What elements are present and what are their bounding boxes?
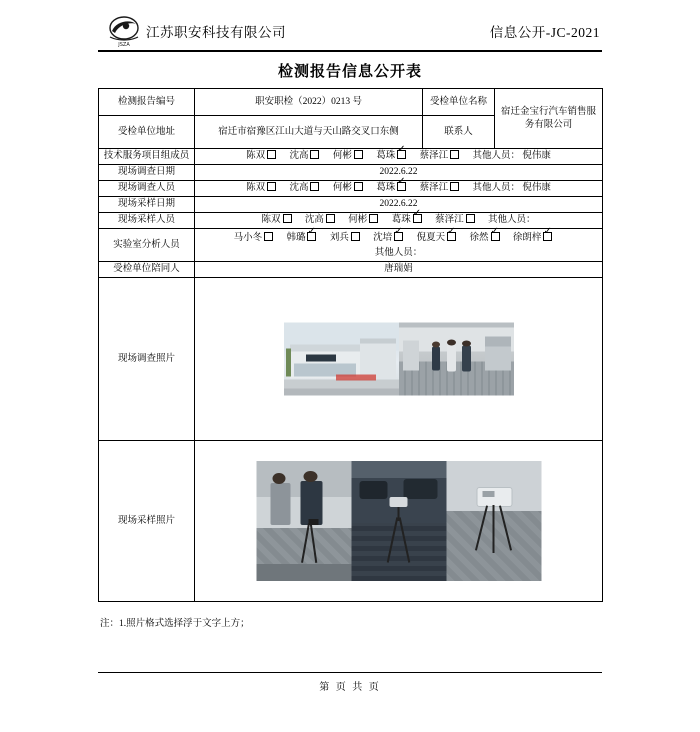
lab-liu-bing[interactable] [330,232,360,245]
survey-date-value: 2022.6.22 [195,165,603,181]
address-value: 宿迁市宿豫区江山大道与天山路交叉口东侧 [195,116,423,149]
checkbox[interactable] [267,150,276,159]
svg-text:JSZA: JSZA [118,42,130,47]
member-shen-gao[interactable] [289,150,319,163]
member-name: 韩璐 [286,232,306,243]
checkbox[interactable] [394,232,403,241]
member-name: 陈双 [246,151,266,162]
sampling-date-value: 2022.6.22 [195,197,603,213]
report-no-label: 检测报告编号 [99,89,195,116]
survey-shen-gao[interactable] [289,182,319,195]
table-row [99,89,603,116]
checkbox[interactable] [267,182,276,191]
footer-divider [98,672,602,673]
member-name: 倪夏天 [416,232,446,243]
table-row [99,149,603,165]
sampling-he-bin[interactable] [348,214,378,227]
checkbox[interactable] [466,214,475,223]
checkbox[interactable] [447,232,456,241]
sampling-photo-label: 现场采样照片 [99,441,195,602]
header-divider [98,50,602,52]
table-row [99,197,603,213]
photo-sampler-closeup [446,461,541,581]
checkbox[interactable] [413,214,422,223]
photo-4s-store-exterior [284,323,399,396]
survey-chen-shuang[interactable] [246,182,276,195]
lab-ma-xiaodong[interactable] [234,232,274,245]
report-no-value: 职安职检（2022）0213 号 [195,89,423,116]
member-name: 沈高 [304,215,324,226]
survey-other-value: 倪伟康 [522,183,551,194]
lab-other-label: 其他人员： [374,247,423,258]
checkbox[interactable] [354,182,363,191]
team-members-label: 技术服务项目组成员 [99,149,195,165]
page-title: 检测报告信息公开表 [277,64,422,80]
member-name: 刘兵 [329,232,349,243]
company-logo-icon [104,15,144,47]
table-row [99,262,603,278]
client-name-label: 受检单位名称 [423,89,495,116]
sampling-ge-zhu[interactable] [392,214,422,227]
sampling-staff-label: 现场采样人员 [99,213,195,229]
member-name: 葛珠 [376,183,396,194]
company-name: 江苏职安科技有限公司 [146,25,286,40]
footer-note: 注：1.照片格式选择浮于文字上方； [100,619,250,629]
member-name: 沈高 [289,183,309,194]
survey-photo-strip [284,323,514,396]
checkbox[interactable] [310,150,319,159]
survey-staff-label: 现场调查人员 [99,181,195,197]
member-name: 陈双 [246,183,266,194]
member-name: 沈高 [289,151,309,162]
lab-staff-label: 实验室分析人员 [99,229,195,262]
survey-ge-zhu[interactable] [376,182,406,195]
sampling-photo-strip [256,461,541,581]
lab-xu-ran[interactable] [470,232,500,245]
photo-workshop-sampling [351,461,446,581]
lab-shen-pei[interactable] [373,232,403,245]
table-row [99,278,603,441]
survey-staff-value [195,181,603,197]
member-name: 陈双 [261,215,281,226]
address-label: 受检单位地址 [99,116,195,149]
member-name: 何彬 [348,215,368,226]
page-number: 第 页 共 页 [319,682,381,693]
lab-staff-value [195,229,603,262]
member-name: 葛珠 [376,151,396,162]
checkbox[interactable] [354,150,363,159]
checkbox[interactable] [397,182,406,191]
survey-cai-zejiang[interactable] [420,182,460,195]
team-members-value [195,149,603,165]
sampling-shen-gao[interactable] [305,214,335,227]
member-name: 蔡泽江 [419,151,449,162]
member-name: 蔡泽江 [419,183,449,194]
checkbox[interactable] [326,214,335,223]
lab-xu-langzi[interactable] [513,232,553,245]
member-he-bin[interactable] [333,150,363,163]
checkbox[interactable] [397,150,406,159]
photo-workshop-survey [399,323,514,396]
accompany-value: 唐瑞娟 [195,262,603,278]
checkbox[interactable] [369,214,378,223]
survey-photo-label: 现场调查照片 [99,278,195,441]
sampling-other-label: 其他人员： [487,215,536,226]
checkbox[interactable] [450,182,459,191]
checkbox[interactable] [351,232,360,241]
checkbox[interactable] [491,232,500,241]
checkbox[interactable] [283,214,292,223]
member-name: 沈培 [373,232,393,243]
other-members-value: 倪伟康 [522,151,551,162]
member-name: 蔡泽江 [435,215,464,226]
member-chen-shuang[interactable] [246,150,276,163]
member-name: 徐然 [469,232,489,243]
sampling-chen-shuang[interactable] [262,214,292,227]
sampling-cai-zejiang[interactable] [435,214,475,227]
document-code: 信息公开-JC-2021 [489,25,600,40]
table-row [99,441,603,602]
lab-ni-xiatian[interactable] [417,232,457,245]
other-members-label: 其他人员： [472,151,521,162]
survey-he-bin[interactable] [333,182,363,195]
checkbox[interactable] [307,232,316,241]
member-name: 何彬 [332,151,352,162]
member-name: 马小冬 [233,232,263,243]
member-name: 徐朗梓 [512,232,542,243]
member-name: 葛珠 [391,215,411,226]
table-row [99,165,603,181]
table-row [99,213,603,229]
document-header [98,14,602,52]
checkbox[interactable] [310,182,319,191]
checkbox[interactable] [543,232,552,241]
sampling-photo-cell [195,441,603,602]
client-name-value: 宿迁金宝行汽车销售服务有限公司 [495,89,603,149]
contact-label: 联系人 [423,116,495,149]
checkbox[interactable] [264,232,273,241]
lab-han-lu[interactable] [286,232,316,245]
table-row [99,229,603,262]
info-table [98,88,603,602]
photo-sampling-setup [256,461,351,581]
survey-date-label: 现场调查日期 [99,165,195,181]
member-name: 何彬 [332,183,352,194]
member-cai-zejiang[interactable] [420,150,460,163]
checkbox[interactable] [450,150,459,159]
survey-photo-cell [195,278,603,441]
sampling-date-label: 现场采样日期 [99,197,195,213]
member-ge-zhu[interactable] [376,150,406,163]
table-row [99,181,603,197]
survey-other-label: 其他人员： [472,183,521,194]
accompany-label: 受检单位陪同人 [99,262,195,278]
